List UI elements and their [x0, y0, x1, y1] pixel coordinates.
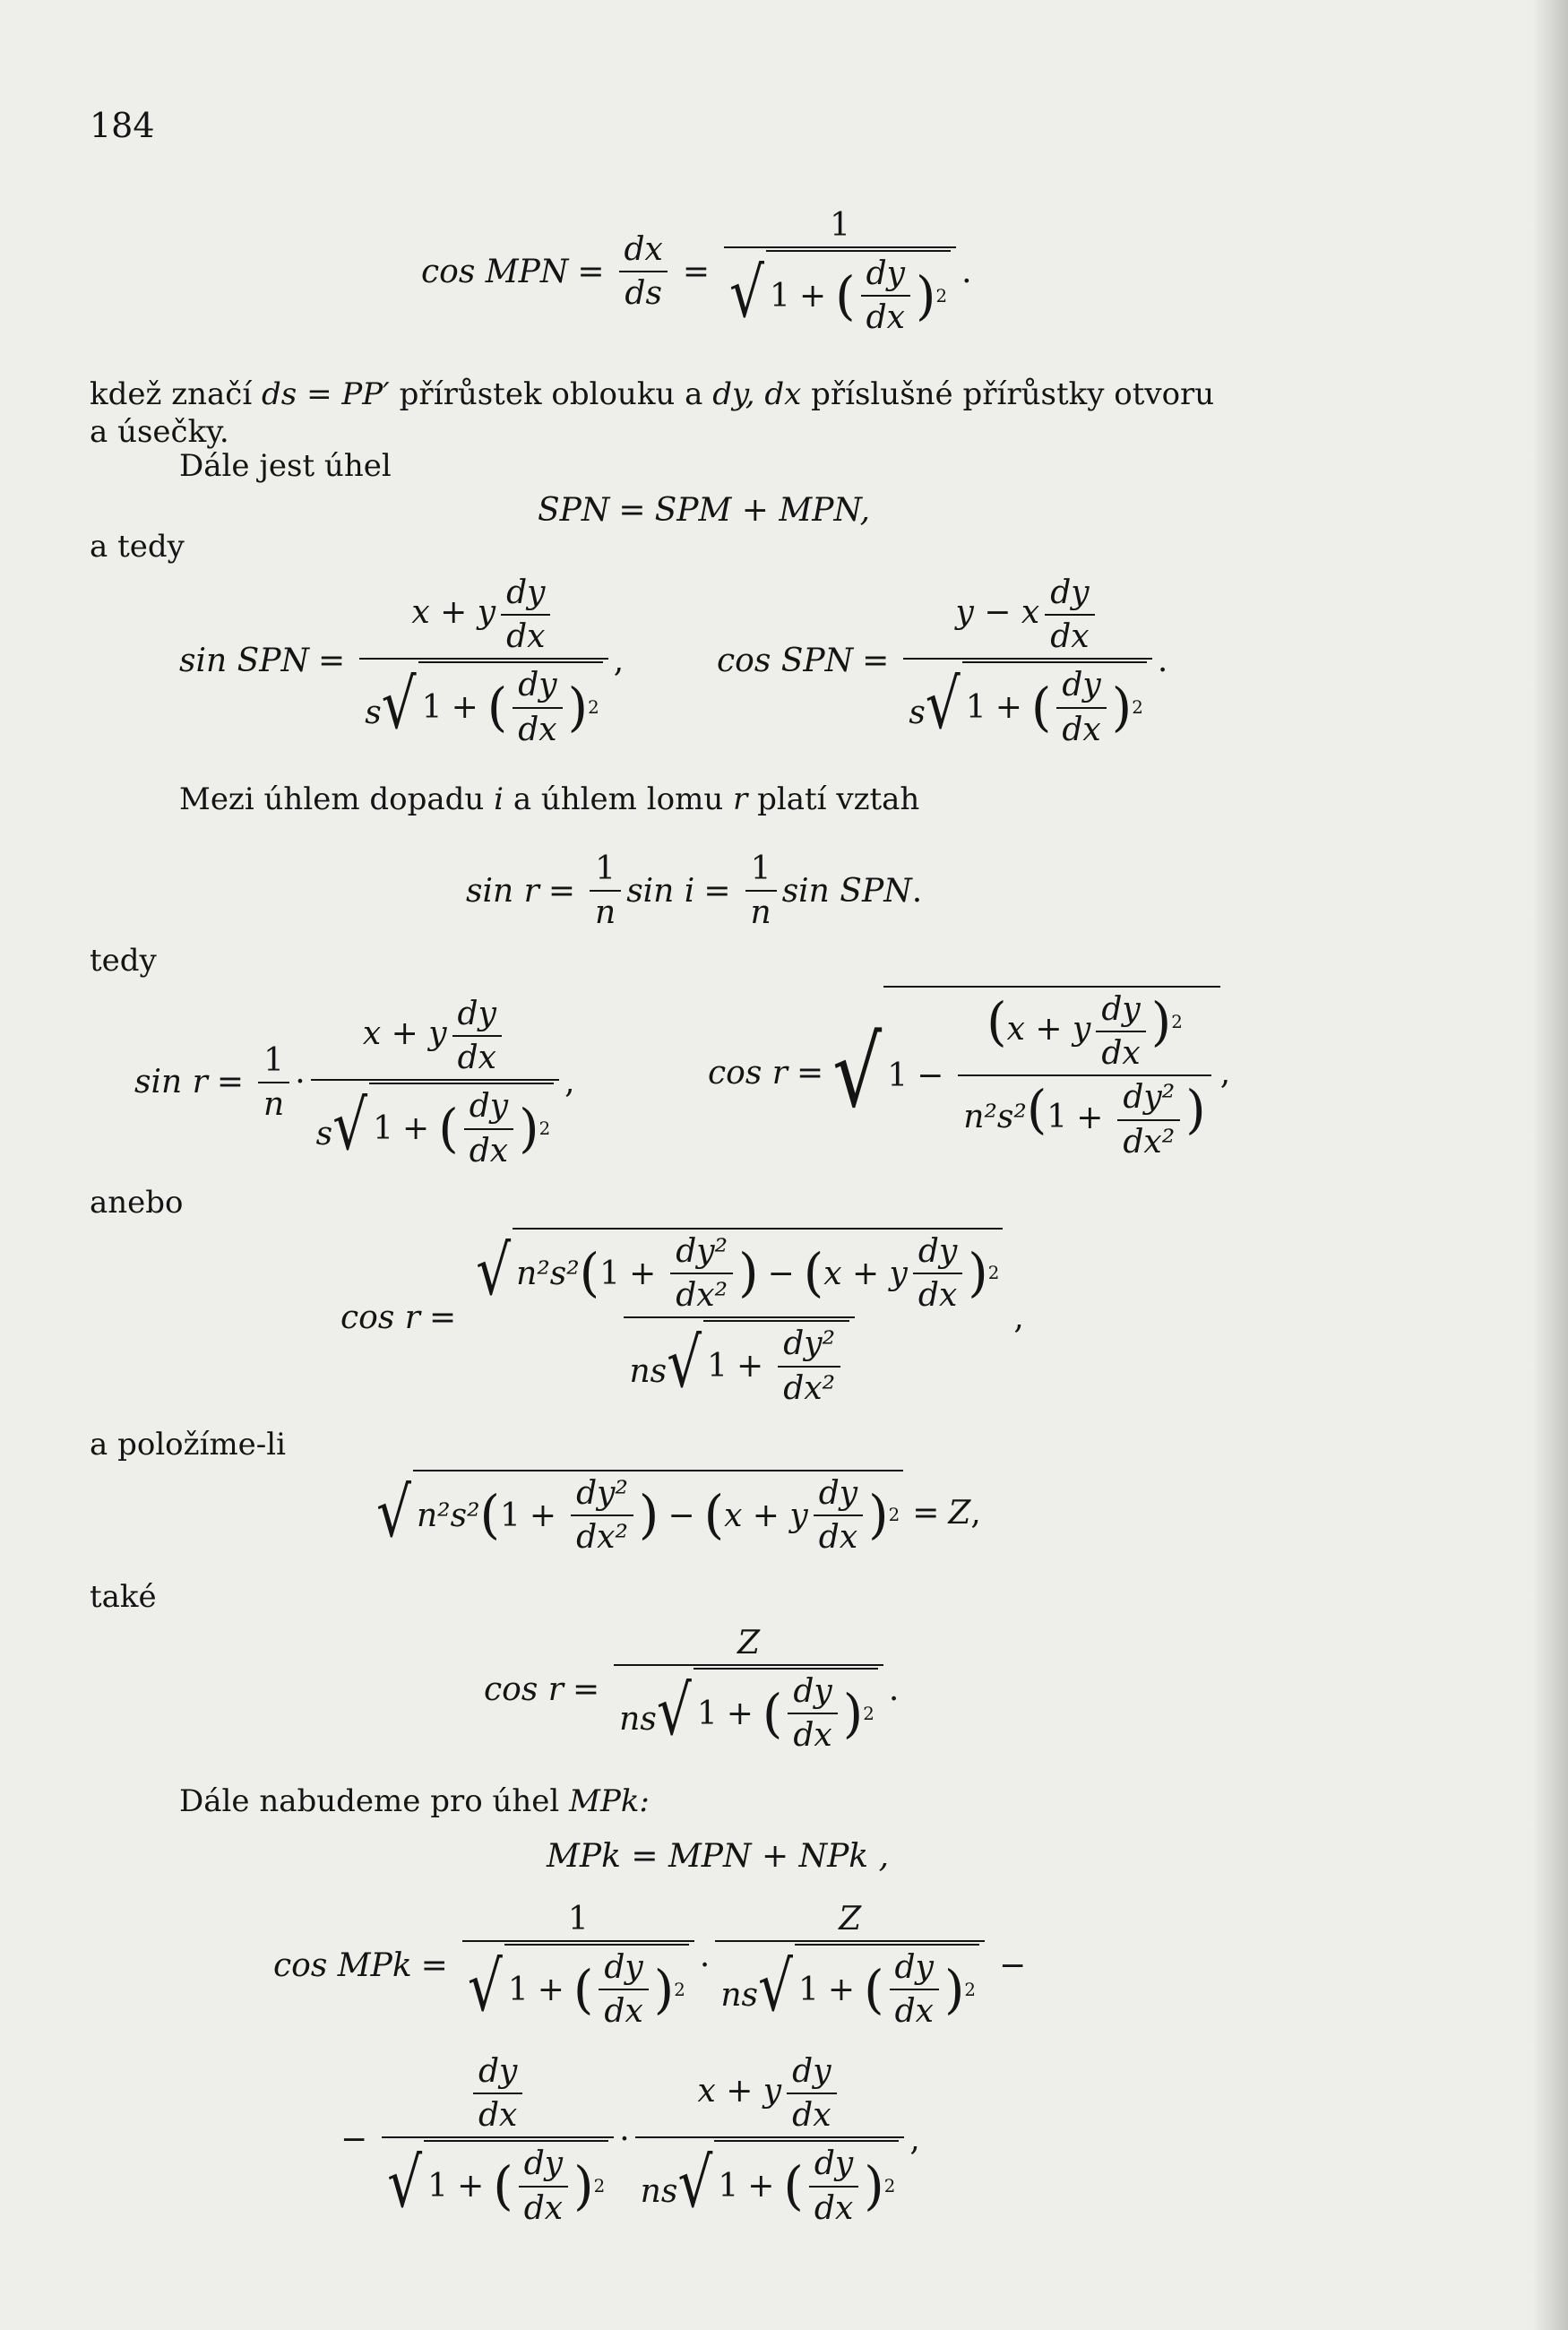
equation-cos-spn: cos SPN = y − x $\frac{dy}{dx}$ s √ 1 + ( $\frac{dy}{dx}$ ) 2 .: [717, 574, 1168, 748]
equation-cos-r-z: cos r = Z ns √ 1 + ( $\frac{dy}{dx}$ ) 2 .: [484, 1625, 900, 1755]
paragraph-a-tedy: a tedy: [90, 529, 185, 565]
equation-sin-r: sin r = $\frac{1}{n}$ sin i = $\frac{1}{n}$ sin SPN .: [466, 850, 923, 932]
lhs-cos-mpn: cos MPN: [421, 253, 569, 290]
paragraph-dale-nabudeme: Dále nabudeme pro úhel MPk:: [179, 1783, 650, 1819]
paragraph-kdez-znaci: kdež značí ds = PP′ přírůstek oblouku a dy, dx příslušné přírůstky otvoru: [90, 376, 1215, 412]
equation-z-definition: √ n²s² ( 1 + $\frac{\text{dy²}}{\text{dx²}}$ ) − ( x + y $\frac{dy}{dx}$ ) 2 = Z ,: [376, 1470, 981, 1557]
fraction-one-over-root: 1 √ 1 + ( $\frac{dy}{dx}$ ) 2: [724, 206, 956, 338]
equation-mpk: MPk = MPN + NPk ,: [547, 1838, 890, 1875]
equation-cos-r-root: cos r = √ 1 − (x + y $\frac{dy}{dx}$ )$^2$ n²s²(1 + $\frac{\text{dy²}}{\text{dx²}}$ ) ,: [708, 986, 1230, 1161]
paragraph-dale-jest-uhel: Dále jest úhel: [179, 448, 392, 484]
equation-cos-mpk-line2: − $\frac{dy}{dx}$ √ 1 + ( $\frac{dy}{dx}$ ) 2 · x + y $\frac{dy}{dx}$ ns √ 1 + ( $\frac{dy}{dx}$ ) 2 ,: [340, 2053, 920, 2227]
page-edge-shadow: [1532, 0, 1568, 2330]
equation-sin-r-full: sin r = $\frac{1}{n}$ · x + y $\frac{dy}{dx}$ s √ 1 + ( $\frac{dy}{dx}$ ) 2 ,: [134, 996, 575, 1169]
equation-cos-mpk-line1: cos MPk = 1 √ 1 + ( $\frac{dy}{dx}$ ) 2 · Z ns √ 1 + ( $\frac{dy}{dx}$ ) 2 −: [273, 1901, 1027, 2031]
paragraph-tedy: tedy: [90, 943, 157, 979]
page-number: 184: [90, 106, 155, 145]
fraction-dx-ds: $\frac{dx}{ds}$: [619, 230, 668, 313]
paragraph-a-polozime-li: a položíme-li: [90, 1427, 287, 1463]
equation-cos-mpn: cos MPN = $\frac{dx}{ds}$ = 1 √ 1 + ( $\frac{dy}{dx}$ ) 2 .: [421, 207, 972, 337]
paragraph-take: také: [90, 1579, 157, 1615]
equation-spn: SPN = SPM + MPN,: [538, 492, 871, 529]
paragraph-mezi-uhlem: Mezi úhlem dopadu i a úhlem lomu r platí vztah: [179, 781, 920, 817]
paragraph-anebo: anebo: [90, 1185, 184, 1221]
paragraph-a-usecky: a úsečky.: [90, 414, 229, 450]
equation-cos-r-anebo: cos r = √ n²s² ( 1 + $\frac{\text{dy²}}{\text{dx²}}$ ) − ( x + y $\frac{dy}{dx}$ ) 2 ns √ 1 + $\frac{\text{dy²}}{\text{dx²}}$ ,: [340, 1228, 1024, 1408]
equation-sin-spn: sin SPN = x + y $\frac{dy}{dx}$ s √ 1 + ( $\frac{dy}{dx}$ ) 2 ,: [179, 574, 625, 748]
